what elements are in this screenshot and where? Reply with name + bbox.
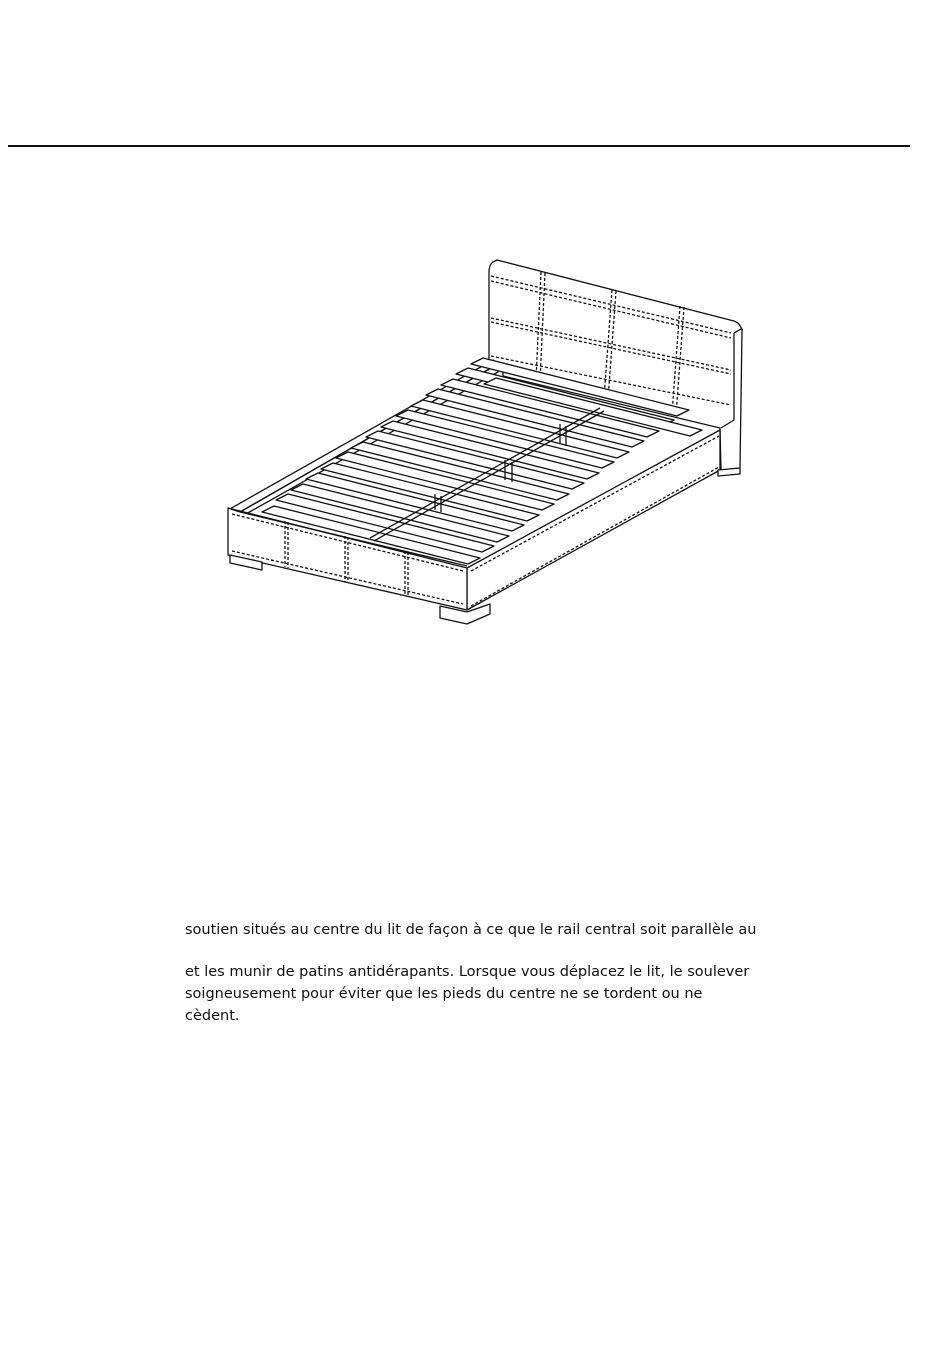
instruction-line-3: soigneusement pour éviter que les pieds du centre ne se tordent ou ne xyxy=(185,986,703,1002)
header-divider xyxy=(8,145,910,147)
instruction-line-1: soutien situés au centre du lit de façon à ce que le rail central soit parallèle au xyxy=(185,922,757,938)
bed-frame-illustration xyxy=(210,250,770,640)
instruction-line-2: et les munir de patins antidérapants. Lorsque vous déplacez le lit, le soulever xyxy=(185,964,750,980)
instruction-line-4: cèdent. xyxy=(185,1008,240,1024)
bed-frame-icon xyxy=(210,250,770,640)
